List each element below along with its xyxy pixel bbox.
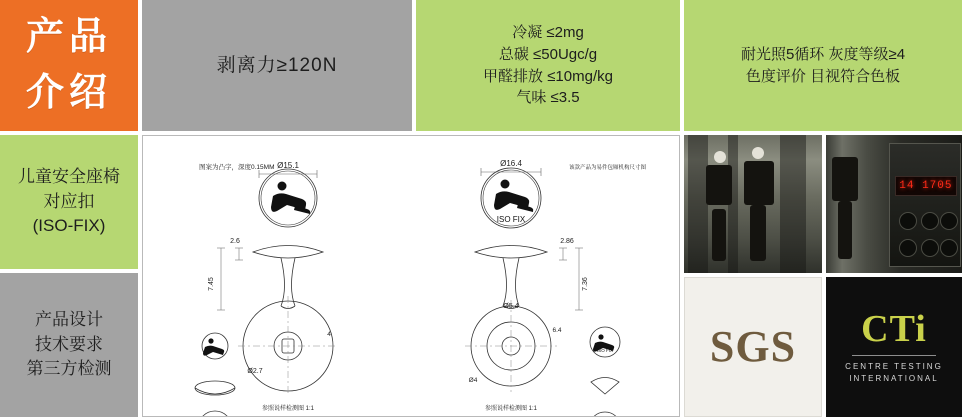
lightfast-line-2: 色度评价 目视符合色板 <box>745 67 901 85</box>
cti-logo <box>826 277 962 417</box>
dim-right-height-a: 2.86 <box>560 238 574 245</box>
dim-right-small-diameter: 6.4 <box>552 327 562 334</box>
emission-line-2: 总碳 ≤50Ugc/g <box>498 45 598 63</box>
title-banner <box>0 0 138 131</box>
drawing-note-left: 图案为凸字，深度0.15MM <box>199 164 275 171</box>
design-label-line-1: 产品设计 <box>35 310 103 330</box>
dim-left-bottom-diameter: Ø2.7 <box>247 368 263 375</box>
emissions-banner <box>416 0 680 131</box>
peel-strength-banner <box>142 0 412 131</box>
dim-right-inner-diameter: Ø5.4 <box>503 303 519 310</box>
sgs-logo-text: SGS <box>709 322 797 372</box>
dim-right-height-b: 7.36 <box>582 277 589 291</box>
led-readout-value: 14 1705 <box>899 179 953 192</box>
emission-line-4: 气味 ≤3.5 <box>516 89 580 107</box>
isofix-label <box>0 135 138 269</box>
dim-right-bottom-diameter: Ø4 <box>468 377 478 384</box>
isofix-label-line-1: 儿童安全座椅 <box>18 167 120 187</box>
title-line-1: 产品 <box>25 16 112 59</box>
cti-subtitle-line-2: INTERNATIONAL <box>849 373 939 383</box>
isofix-label-line-2: 对应扣 <box>43 191 95 211</box>
design-label-line-2: 技术要求 <box>35 334 103 354</box>
cti-subtitle-line-1: CENTRE TESTING <box>845 361 943 371</box>
dim-left-height-a: 2.6 <box>230 238 240 245</box>
drawing-note-right: 该款产品为易件包厢机构尺寸图 <box>569 165 647 171</box>
design-label-line-3: 第三方检测 <box>26 359 112 379</box>
isofix-label-line-3: (ISO-FIX) <box>32 216 106 236</box>
emission-line-3: 甲醛排放 ≤10mg/kg <box>483 67 613 85</box>
svg-text:ISO FIX: ISO FIX <box>596 348 614 353</box>
cti-logo-text: CTi <box>861 307 927 350</box>
lightfastness-banner <box>684 0 962 131</box>
dim-top-left-diameter: Ø15.1 <box>277 161 299 170</box>
scale-note-right: 参照说样检测图 1:1 <box>484 406 538 412</box>
test-rig-photo <box>684 135 822 273</box>
design-requirements-label <box>0 273 138 417</box>
scale-note-left: 参照说样检测图 1:1 <box>261 406 315 412</box>
instrument-panel-photo <box>826 135 962 273</box>
led-readout <box>895 176 956 196</box>
title-line-2: 介绍 <box>25 71 112 114</box>
lightfast-line-1: 耐光照5循环 灰度等级≥4 <box>740 45 906 63</box>
dim-top-right-diameter: Ø16.4 <box>500 159 522 168</box>
peel-strength-text: 剥离力≥120N <box>216 54 338 76</box>
cti-divider <box>852 355 936 356</box>
dim-left-side-small: 4 <box>327 331 331 338</box>
emission-line-1: 冷凝 ≤2mg <box>512 24 584 41</box>
isofix-badge-text: ISO FIX <box>496 215 526 224</box>
technical-drawing-panel <box>142 135 680 417</box>
dim-left-height-b: 7.45 <box>208 277 215 291</box>
sgs-logo <box>684 277 822 417</box>
